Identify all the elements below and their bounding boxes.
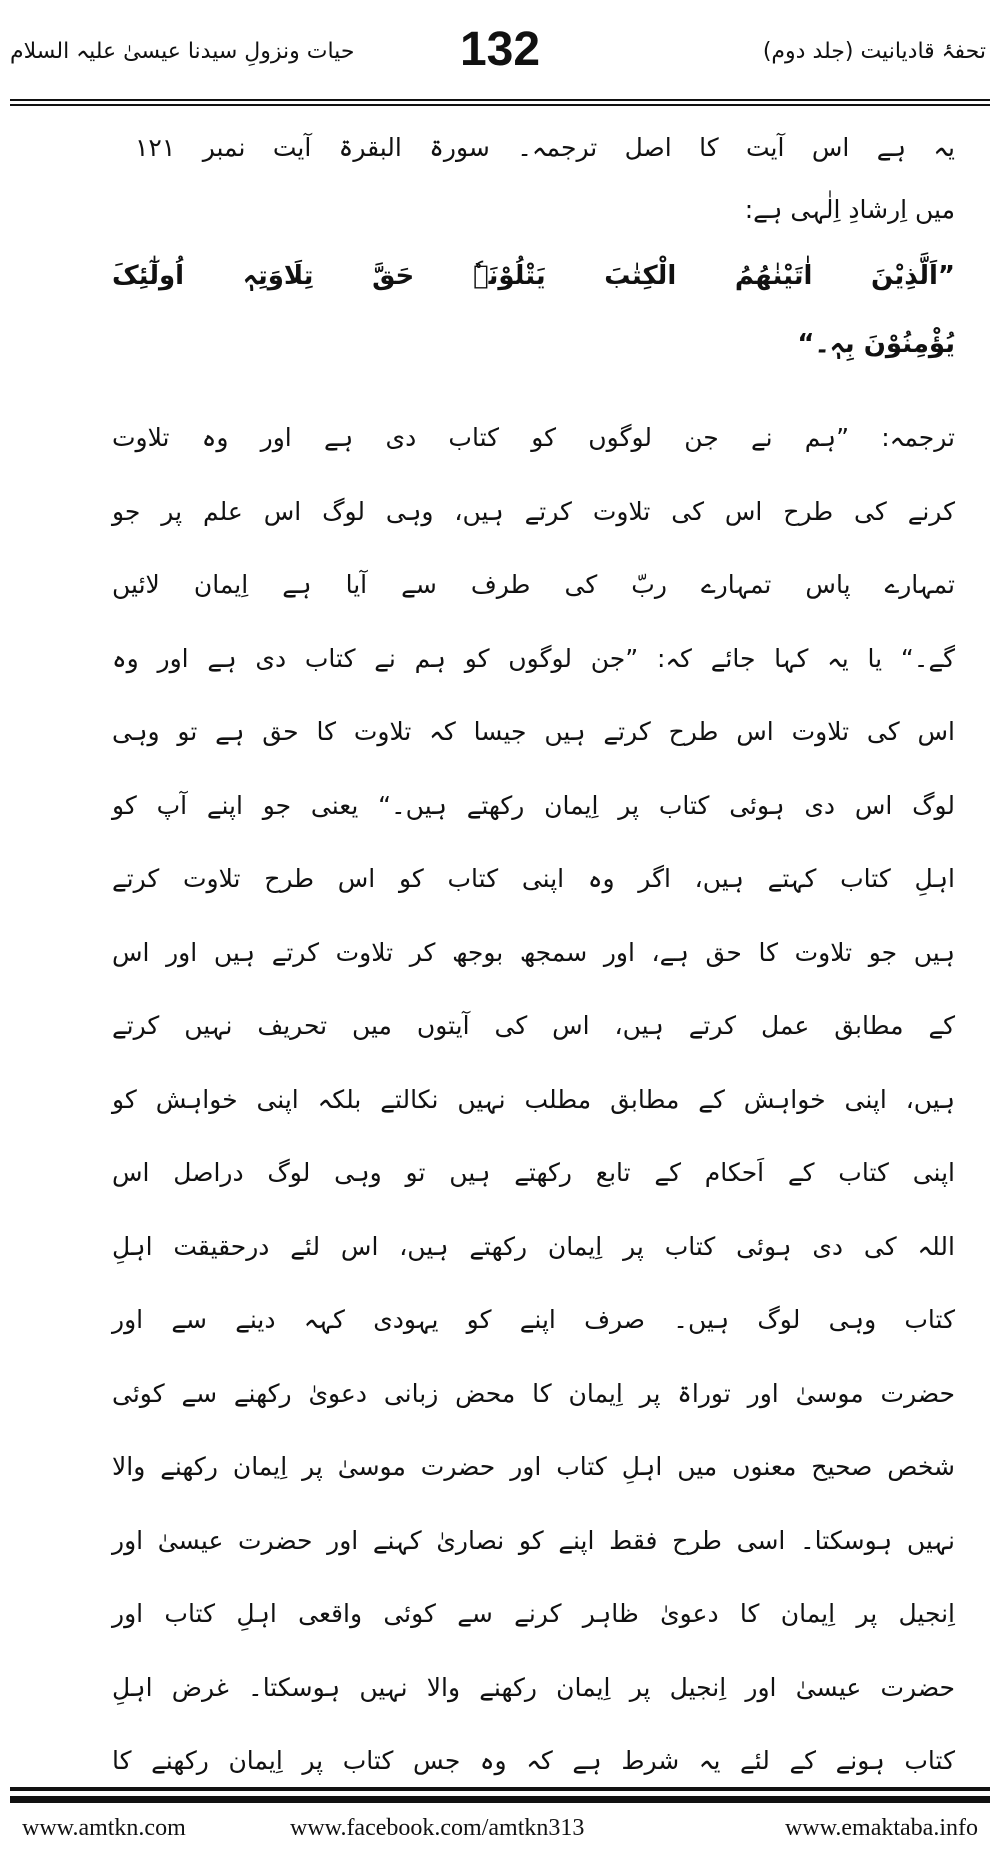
footer-link-emaktaba[interactable]: www.emaktaba.info xyxy=(784,1815,978,1841)
text-line: یہ ہے اس آیت کا اصل ترجمہ۔ سورۃ البقرۃ آیت نمبر ۱۲۱ xyxy=(135,133,955,162)
text-line: حضرت موسیٰ اور توراۃ پر اِیمان کا محض زبانی دعویٰ رکھنے سے کوئی xyxy=(112,1378,955,1408)
text-line: کے مطابق عمل کرتے ہیں، اس کی آیتوں میں تحریف نہیں کرتے xyxy=(112,1011,955,1040)
text-line: کتاب ہونے کے لئے یہ شرط ہے کہ وہ جس کتاب پر اِیمان رکھنے کا xyxy=(112,1746,955,1775)
text-line: اہلِ کتاب کہتے ہیں، اگر وہ اپنی کتاب کو اس طرح تلاوت کرتے xyxy=(112,864,955,893)
text-line: نہیں ہوسکتا۔ اسی طرح فقط اپنے کو نصاریٰ کہنے اور حضرت عیسیٰ اور xyxy=(112,1525,955,1555)
text-line: اپنی کتاب کے اَحکام کے تابع رکھتے ہیں تو وہی لوگ دراصل اس xyxy=(112,1158,955,1187)
footer-link-amtkn[interactable]: www.amtkn.com xyxy=(22,1815,186,1841)
text-line: اللہ کی دی ہوئی کتاب پر اِیمان رکھتے ہیں، اس لئے درحقیقت اہلِ xyxy=(112,1231,955,1261)
text-line: اس کی تلاوت اس طرح کرتے ہیں جیسا کہ تلاوت کا حق ہے تو وہی xyxy=(112,717,955,746)
text-line: حضرت عیسیٰ اور اِنجیل پر اِیمان رکھنے والا نہیں ہوسکتا۔ غرض اہلِ xyxy=(112,1672,955,1702)
text-line: لوگ اس دی ہوئی کتاب پر اِیمان رکھتے ہیں۔“ یعنی جو اپنے آپ کو xyxy=(112,790,955,820)
chapter-title: حیات ونزولِ سیدنا عیسیٰ علیہ السلام xyxy=(10,39,355,64)
text-line: شخص صحیح معنوں میں اہلِ کتاب اور حضرت موسیٰ پر اِیمان رکھنے والا xyxy=(112,1452,955,1481)
header-rule-secondary xyxy=(10,104,990,106)
text-line: میں اِرشادِ اِلٰہی ہے: xyxy=(744,195,955,224)
text-line: کتاب وہی لوگ ہیں۔ صرف اپنے کو یہودی کہہ دینے سے اور xyxy=(112,1305,955,1334)
text-line: گے۔“ یا یہ کہا جائے کہ: ”جن لوگوں کو ہم نے کتاب دی ہے اور وہ xyxy=(112,643,955,673)
text-line: اِنجیل پر اِیمان کا دعویٰ ظاہر کرنے سے کوئی واقعی اہلِ کتاب اور xyxy=(112,1599,955,1628)
text-line: تمہارے پاس تمہارے ربّ کی طرف سے آیا ہے اِیمان لائیں xyxy=(112,570,955,599)
header-rule xyxy=(10,99,990,101)
footer-link-facebook[interactable]: www.facebook.com/amtkn313 xyxy=(290,1815,585,1841)
footer-rule xyxy=(10,1787,990,1791)
page-number: 132 xyxy=(459,23,541,76)
text-line: ہیں، اپنی خواہش کے مطابق مطلب نہیں نکالتے بلکہ اپنی خواہش کو xyxy=(112,1084,955,1114)
text-line: ترجمہ: ”ہم نے جن لوگوں کو کتاب دی ہے اور وہ تلاوت xyxy=(112,423,955,452)
quran-verse-line: یُؤْمِنُوْنَ بِہٖ۔“ xyxy=(797,329,955,359)
quran-verse-line: ”اَلَّذِیْنَ اٰتَیْنٰھُمُ الْکِتٰبَ یَتْلُوْنَہٗ حَقَّ تِلَاوَتِہٖ اُولٰٓئِکَ xyxy=(112,261,955,291)
book-title: تحفۂ قادیانیت (جلد دوم) xyxy=(762,39,986,64)
footer-rule-thick xyxy=(10,1796,990,1803)
text-line: ہیں جو تلاوت کا حق ہے، اور سمجھ بوجھ کر تلاوت کرتے ہیں اور اس xyxy=(112,937,955,967)
text-line: کرنے کی طرح اس کی تلاوت کرتے ہیں، وہی لوگ اس علم پر جو xyxy=(112,496,955,526)
